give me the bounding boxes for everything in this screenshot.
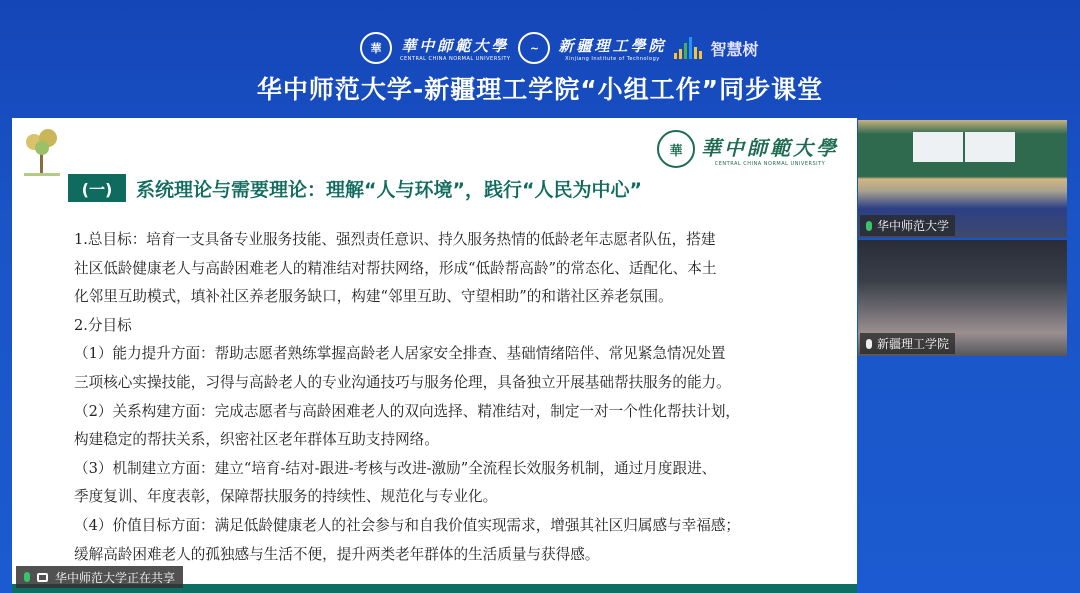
- body-line: 社区低龄健康老人与高龄困难老人的精准结对帮扶网络，形成“低龄帮高龄”的常态化、适配化、本土: [74, 259, 717, 277]
- body-line: （1）能力提升方面：帮助志愿者熟练掌握高龄老人居家安全排查、基础情绪陪伴、常见紧急情况处置: [74, 345, 726, 363]
- body-line: 三项核心实操技能，习得与高龄老人的专业沟通技巧与服务伦理，具备独立开展基础帮扶服务的能力。: [74, 373, 731, 391]
- classroom-screen: [913, 132, 963, 162]
- zhihuishu-logo: 智慧树: [710, 39, 759, 59]
- sharing-indicator: [16, 566, 183, 588]
- slide-body: [74, 226, 814, 569]
- video-label-text: 新疆理工学院: [877, 337, 950, 351]
- body-line: 1.总目标：培育一支具备专业服务技能、强烈责任意识、持久服务热情的低龄老年志愿者队伍，搭建: [74, 231, 716, 248]
- tree-icon: [20, 124, 64, 176]
- xjit-logo-en: Xinjiang Institute of Technology: [565, 55, 660, 62]
- video-panel-xjit[interactable]: [858, 240, 1067, 356]
- classroom-screen: [965, 132, 1015, 162]
- mic-icon: [866, 221, 872, 231]
- video-label-text: 华中师范大学: [877, 219, 950, 233]
- section-heading: [68, 174, 642, 202]
- ccnu-seal-icon: 華: [360, 32, 392, 64]
- ccnu-logo-cn: 華中師範大學: [401, 36, 510, 55]
- slide-logo-cn: 華中師範大學: [701, 135, 839, 160]
- slide-ccnu-seal-icon: 華: [657, 130, 695, 168]
- header-logos: [360, 28, 758, 68]
- body-line: 季度复训、年度表彰，保障帮扶服务的持续性、规范化与专业化。: [74, 488, 498, 506]
- body-line: （4）价值目标方面：满足低龄健康老人的社会参与和自我价值实现需求，增强其社区归属感与幸福感；: [74, 516, 741, 534]
- body-line: （2）关系构建方面：完成志愿者与高龄困难老人的双向选择、精准结对，制定一对一个性化帮扶计划，: [74, 402, 741, 420]
- screen-share-icon: [37, 573, 48, 582]
- body-line: 构建稳定的帮扶关系，织密社区老年群体互助支持网络。: [74, 431, 439, 449]
- body-line: （3）机制建立方面：建立“培育-结对-跟进-考核与改进-激励”全流程长效服务机制，通过月度跟进、: [74, 459, 717, 477]
- slide-ccnu-logo: [657, 130, 839, 168]
- section-number: (一): [68, 174, 126, 202]
- page-title: 华中师范大学-新疆理工学院“小组工作”同步课堂: [256, 75, 824, 104]
- body-line: 2.分目标: [74, 316, 132, 334]
- body-line: 化邻里互助模式，填补社区养老服务缺口，构建“邻里互助、守望相助”的和谐社区养老氛围。: [74, 288, 673, 306]
- video-panel-ccnu[interactable]: [858, 120, 1067, 238]
- ccnu-logo: [400, 35, 510, 62]
- sharing-label: 华中师范大学正在共享: [55, 570, 176, 585]
- xjit-logo: [558, 35, 666, 62]
- shared-slide: [12, 118, 857, 588]
- mic-icon: [866, 339, 872, 349]
- zhihuishu-bars-icon: [674, 37, 702, 59]
- slide-logo-en: CENTRAL CHINA NORMAL UNIVERSITY: [714, 160, 826, 167]
- video-label: [860, 215, 955, 236]
- ccnu-logo-en: CENTRAL CHINA NORMAL UNIVERSITY: [400, 55, 511, 62]
- section-title: 系统理论与需要理论：理解“人与环境”，践行“人民为中心”: [136, 178, 642, 201]
- body-line: 缓解高龄困难老人的孤独感与生活不便，提升两类老年群体的生活质量与获得感。: [74, 545, 600, 563]
- mic-icon: [24, 572, 30, 582]
- xjit-seal-icon: ~: [518, 32, 550, 64]
- xjit-logo-cn: 新疆理工學院: [558, 36, 667, 55]
- video-label: [860, 333, 955, 354]
